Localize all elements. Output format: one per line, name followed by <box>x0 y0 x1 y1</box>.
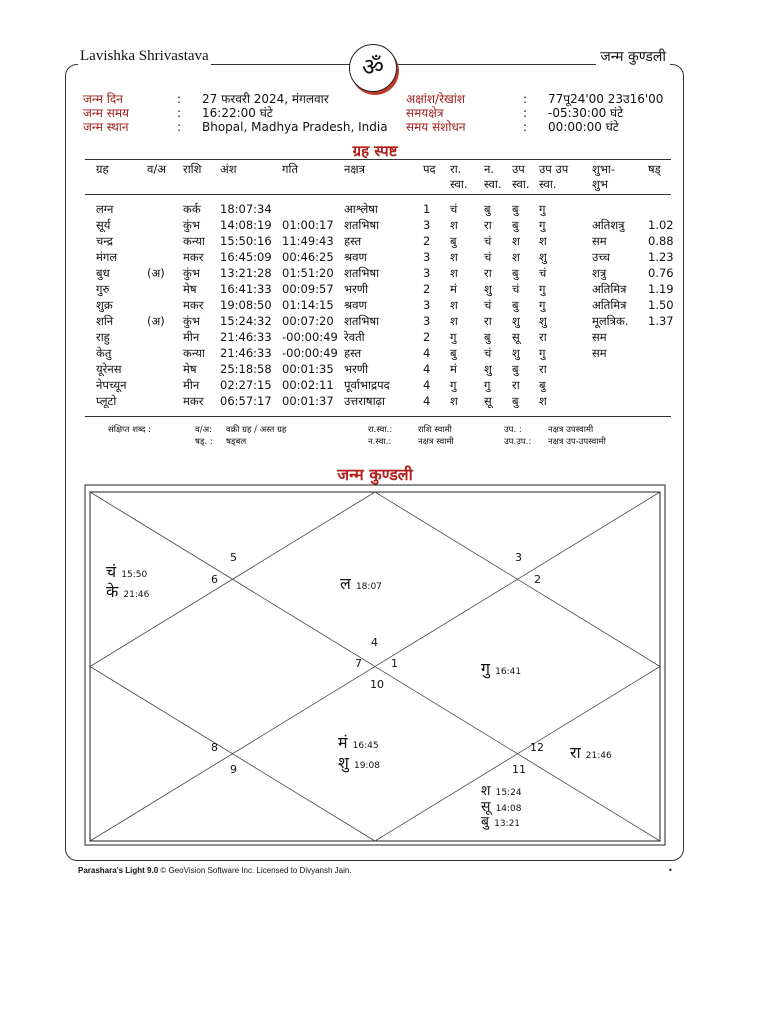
separator: : <box>523 106 528 120</box>
cell-nakshatra-swami: चं <box>484 298 492 312</box>
cell-upup-swami: गु <box>539 346 546 360</box>
cell-up-swami: बु <box>512 218 519 232</box>
cell-ansh: 18:07:34 <box>220 202 272 216</box>
cell-up-swami: चं <box>512 282 520 296</box>
planet-label: बु 13:21 <box>481 814 521 830</box>
cell-nakshatra: शतभिषा <box>344 314 380 328</box>
column-header-ansh: अंश <box>220 162 237 176</box>
cell-ansh: 16:41:33 <box>220 282 272 296</box>
abbr-key: उप. : <box>504 425 522 435</box>
column-header-vakri-asta: व/अ <box>147 162 167 176</box>
lat-long-value: 77पू24'00 23उ16'00 <box>548 92 664 106</box>
cell-rashi: मेष <box>183 362 197 376</box>
cell-rashi: मकर <box>183 250 204 264</box>
abbr-text: नक्षत्र उप-उपस्वामी <box>548 437 606 447</box>
cell-graha: नेपच्यून <box>96 378 127 392</box>
birth-time-label: जन्म समय <box>83 106 129 120</box>
cell-rashi-swami: श <box>450 394 458 408</box>
separator: : <box>177 92 182 106</box>
cell-upup-swami: शु <box>539 314 547 328</box>
cell-gati: 11:49:43 <box>282 234 334 248</box>
chart-heading: जन्म कुण्डली <box>337 465 413 484</box>
cell-rashi: कुंभ <box>183 218 200 232</box>
cell-nakshatra: उत्तराषाढ़ा <box>344 394 386 408</box>
column-header-pad: पद <box>423 162 436 176</box>
cell-gati: 01:14:15 <box>282 298 334 312</box>
cell-up-swami: शु <box>512 346 520 360</box>
house-number: 4 <box>371 636 378 649</box>
cell-upup-swami: बु <box>539 378 546 392</box>
cell-shadbal: 1.50 <box>648 298 674 312</box>
cell-graha: यूरेनस <box>96 362 122 376</box>
cell-pad: 3 <box>423 266 431 280</box>
abbr-text: षड्बल <box>226 437 247 447</box>
cell-up-swami: शु <box>512 314 520 328</box>
cell-nakshatra-swami: बु <box>484 202 491 216</box>
time-correction-label: समय संशोधन <box>406 120 466 134</box>
cell-graha: शनि <box>96 314 114 328</box>
cell-graha: शुक्र <box>96 298 113 312</box>
house-number: 6 <box>211 573 218 586</box>
cell-graha: लग्न <box>96 202 114 216</box>
cell-nakshatra-swami: रा <box>484 266 492 280</box>
cell-nakshatra-swami: चं <box>484 346 492 360</box>
abbr-text: राशि स्वामी <box>418 425 452 435</box>
house-number: 5 <box>230 551 237 564</box>
cell-rashi-swami: श <box>450 266 458 280</box>
abbr-key: रा.स्वा.: <box>368 425 393 435</box>
cell-upup-swami: गु <box>539 202 546 216</box>
cell-shubhashubh: सम <box>592 234 607 248</box>
column-header-upup-swami: उप उप स्वा. <box>539 162 569 191</box>
cell-graha: प्लूटो <box>96 394 117 408</box>
cell-rashi-swami: बु <box>450 346 457 360</box>
cell-ansh: 15:24:32 <box>220 314 272 328</box>
cell-rashi-swami: चं <box>450 202 458 216</box>
cell-rashi-swami: श <box>450 298 458 312</box>
cell-graha: राहु <box>96 330 110 344</box>
cell-gati: 00:46:25 <box>282 250 334 264</box>
column-header-nakshatra: नक्षत्र <box>344 162 365 176</box>
cell-nakshatra: श्रवण <box>344 298 367 312</box>
planets-heading: ग्रह स्पष्ट <box>352 142 398 160</box>
cell-shubhashubh: शत्रु <box>592 266 607 280</box>
cell-upup-swami: श <box>539 234 547 248</box>
cell-ansh: 15:50:16 <box>220 234 272 248</box>
cell-pad: 3 <box>423 298 431 312</box>
cell-ansh: 13:21:28 <box>220 266 272 280</box>
birth-time-value: 16:22:00 घंटे <box>202 106 273 120</box>
cell-nakshatra: रेवती <box>344 330 365 344</box>
cell-ansh: 25:18:58 <box>220 362 272 376</box>
planet-label: सू 14:08 <box>481 799 522 815</box>
cell-nakshatra: भरणी <box>344 362 369 376</box>
cell-shadbal: 0.76 <box>648 266 674 280</box>
column-header-nakshatra-swami: न. स्वा. <box>484 162 502 191</box>
abbr-key: व/अ: <box>195 425 212 435</box>
cell-shubhashubh: सम <box>592 346 607 360</box>
cell-gati: 01:00:17 <box>282 218 334 232</box>
cell-graha: चन्द्र <box>96 234 113 248</box>
cell-vakri-asta: (अ) <box>147 266 165 280</box>
cell-rashi: मकर <box>183 394 204 408</box>
column-header-rashi-swami: रा. स्वा. <box>450 162 468 191</box>
cell-nakshatra: आश्लेषा <box>344 202 378 216</box>
cell-rashi-swami: गु <box>450 378 457 392</box>
abbr-text: वक्री ग्रह / अस्त ग्रह <box>226 425 287 435</box>
cell-pad: 1 <box>423 202 431 216</box>
cell-upup-swami: चं <box>539 266 547 280</box>
cell-shubhashubh: मूलत्रिक. <box>592 314 629 328</box>
cell-shubhashubh: अतिमित्र <box>592 298 627 312</box>
cell-nakshatra: हस्त <box>344 346 362 360</box>
cell-graha: सूर्य <box>96 218 111 232</box>
cell-pad: 2 <box>423 330 431 344</box>
cell-graha: गुरु <box>96 282 110 296</box>
cell-rashi: मेष <box>183 282 197 296</box>
cell-nakshatra: शतभिषा <box>344 266 380 280</box>
separator: : <box>177 120 182 134</box>
cell-up-swami: श <box>512 250 520 264</box>
cell-rashi-swami: श <box>450 250 458 264</box>
page-title: जन्म कुण्डली <box>596 47 670 66</box>
cell-pad: 3 <box>423 250 431 264</box>
cell-upup-swami: गु <box>539 282 546 296</box>
footer-text: © GeoVision Software Inc. Licensed to Divyansh Jain. <box>158 866 352 875</box>
cell-nakshatra: पूर्वाभाद्रपद <box>344 378 390 392</box>
cell-nakshatra: भरणी <box>344 282 369 296</box>
cell-rashi-swami: मं <box>450 282 457 296</box>
cell-graha: केतु <box>96 346 112 360</box>
cell-shadbal: 0.88 <box>648 234 674 248</box>
cell-up-swami: बु <box>512 202 519 216</box>
column-header-up-swami: उप स्वा. <box>512 162 530 191</box>
timezone-label: समयक्षेत्र <box>406 106 444 120</box>
cell-gati: -00:00:49 <box>282 346 338 360</box>
abbr-text: नक्षत्र स्वामी <box>418 437 454 447</box>
cell-nakshatra-swami: शु <box>484 362 492 376</box>
cell-gati: 00:09:57 <box>282 282 334 296</box>
planet-label: मं 16:45 <box>338 733 379 752</box>
cell-up-swami: बु <box>512 298 519 312</box>
cell-nakshatra: श्रवण <box>344 250 367 264</box>
cell-shubhashubh: उच्च <box>592 250 610 264</box>
column-header-shubhashubh: शुभा- शुभ <box>592 162 616 191</box>
house-number: 7 <box>355 657 362 670</box>
separator: : <box>523 92 528 106</box>
house-number: 12 <box>530 741 544 754</box>
cell-ansh: 02:27:15 <box>220 378 272 392</box>
cell-pad: 4 <box>423 362 431 376</box>
abbr-key: न.स्वा.: <box>368 437 392 447</box>
abbr-key: उप.उप.: <box>504 437 532 447</box>
house-number: 9 <box>230 763 237 776</box>
house-number: 10 <box>370 678 384 691</box>
om-icon: ॐ <box>349 44 397 92</box>
cell-rashi-swami: बु <box>450 234 457 248</box>
timezone-value: -05:30:00 घंटे <box>548 106 624 120</box>
birth-date-label: जन्म दिन <box>83 92 123 106</box>
planet-label: चं 15:50 <box>106 562 148 581</box>
cell-shadbal: 1.02 <box>648 218 674 232</box>
house-number: 3 <box>515 551 522 564</box>
cell-rashi-swami: मं <box>450 362 457 376</box>
planet-label: ल 18:07 <box>340 574 382 593</box>
cell-nakshatra-swami: गु <box>484 378 491 392</box>
cell-pad: 2 <box>423 234 431 248</box>
cell-gati: 00:01:37 <box>282 394 334 408</box>
cell-nakshatra-swami: सू <box>484 394 492 408</box>
cell-graha: मंगल <box>96 250 118 264</box>
cell-pad: 4 <box>423 378 431 392</box>
cell-gati: -00:00:49 <box>282 330 338 344</box>
cell-nakshatra-swami: रा <box>484 218 492 232</box>
cell-upup-swami: श <box>539 394 547 408</box>
cell-rashi: कन्या <box>183 346 205 360</box>
planet-label: रा 21:46 <box>570 743 612 762</box>
cell-gati: 01:51:20 <box>282 266 334 280</box>
cell-shadbal: 1.23 <box>648 250 674 264</box>
cell-gati: 00:01:35 <box>282 362 334 376</box>
cell-pad: 2 <box>423 282 431 296</box>
cell-ansh: 19:08:50 <box>220 298 272 312</box>
abbr-key: षड्. : <box>195 437 213 447</box>
cell-rashi-swami: श <box>450 218 458 232</box>
cell-upup-swami: रा <box>539 330 547 344</box>
birth-place-value: Bhopal, Madhya Pradesh, India <box>202 120 388 134</box>
cell-shubhashubh: अतिमित्र <box>592 282 627 296</box>
cell-rashi-swami: गु <box>450 330 457 344</box>
footer-brand: Parashara's Light 9.0 <box>78 866 159 875</box>
cell-ansh: 06:57:17 <box>220 394 272 408</box>
cell-up-swami: श <box>512 234 520 248</box>
footer <box>78 866 352 875</box>
cell-ansh: 21:46:33 <box>220 346 272 360</box>
cell-gati: 00:07:20 <box>282 314 334 328</box>
cell-ansh: 16:45:09 <box>220 250 272 264</box>
time-correction-value: 00:00:00 घंटे <box>548 120 619 134</box>
planet-label: श 15:24 <box>481 783 522 799</box>
cell-rashi: मीन <box>183 378 200 392</box>
cell-up-swami: बु <box>512 394 519 408</box>
cell-upup-swami: गु <box>539 218 546 232</box>
cell-nakshatra: शतभिषा <box>344 218 380 232</box>
native-name: Lavishka Shrivastava <box>80 48 209 64</box>
cell-up-swami: सू <box>512 330 520 344</box>
cell-nakshatra-swami: रा <box>484 314 492 328</box>
cell-pad: 3 <box>423 218 431 232</box>
cell-rashi: कन्या <box>183 234 205 248</box>
cell-gati: 00:02:11 <box>282 378 334 392</box>
cell-shubhashubh: सम <box>592 330 607 344</box>
cell-up-swami: बु <box>512 266 519 280</box>
cell-pad: 3 <box>423 314 431 328</box>
separator: : <box>177 106 182 120</box>
house-number: 1 <box>391 657 398 670</box>
cell-nakshatra-swami: शु <box>484 282 492 296</box>
cell-nakshatra-swami: बु <box>484 330 491 344</box>
cell-nakshatra-swami: चं <box>484 234 492 248</box>
planet-label: शु 19:08 <box>338 753 380 772</box>
cell-up-swami: बु <box>512 362 519 376</box>
column-header-shadbal: षड् <box>648 162 661 176</box>
cell-rashi: मीन <box>183 330 200 344</box>
abbreviations-title: संक्षिप्त शब्द : <box>108 425 151 435</box>
cell-shadbal: 1.37 <box>648 314 674 328</box>
planet-label: गु 16:41 <box>481 659 522 678</box>
cell-up-swami: रा <box>512 378 520 392</box>
house-number: 11 <box>512 763 526 776</box>
cell-pad: 4 <box>423 394 431 408</box>
birth-date-value: 27 फरवरी 2024, मंगलवार <box>202 92 329 106</box>
cell-upup-swami: शु <box>539 250 547 264</box>
lat-long-label: अक्षांश/रेखांश <box>406 92 466 106</box>
cell-rashi-swami: श <box>450 314 458 328</box>
separator: : <box>523 120 528 134</box>
planet-label: के 21:46 <box>106 582 150 601</box>
abbr-text: नक्षत्र उपस्वामी <box>548 425 594 435</box>
cell-nakshatra-swami: चं <box>484 250 492 264</box>
column-header-graha: ग्रह <box>96 162 109 176</box>
column-header-gati: गति <box>282 162 299 176</box>
cell-nakshatra: हस्त <box>344 234 362 248</box>
cell-rashi: कुंभ <box>183 266 200 280</box>
cell-upup-swami: रा <box>539 362 547 376</box>
cell-shubhashubh: अतिशत्रु <box>592 218 625 232</box>
footer-dot: • <box>668 866 673 875</box>
house-number: 2 <box>534 573 541 586</box>
cell-rashi: मकर <box>183 298 204 312</box>
cell-ansh: 14:08:19 <box>220 218 272 232</box>
house-number: 8 <box>211 741 218 754</box>
cell-upup-swami: गु <box>539 298 546 312</box>
column-header-rashi: राशि <box>183 162 202 176</box>
birth-place-label: जन्म स्थान <box>83 120 129 134</box>
cell-graha: बुध <box>96 266 110 280</box>
cell-rashi: कर्क <box>183 202 201 216</box>
cell-pad: 4 <box>423 346 431 360</box>
cell-rashi: कुंभ <box>183 314 200 328</box>
cell-ansh: 21:46:33 <box>220 330 272 344</box>
cell-shadbal: 1.19 <box>648 282 674 296</box>
cell-vakri-asta: (अ) <box>147 314 165 328</box>
